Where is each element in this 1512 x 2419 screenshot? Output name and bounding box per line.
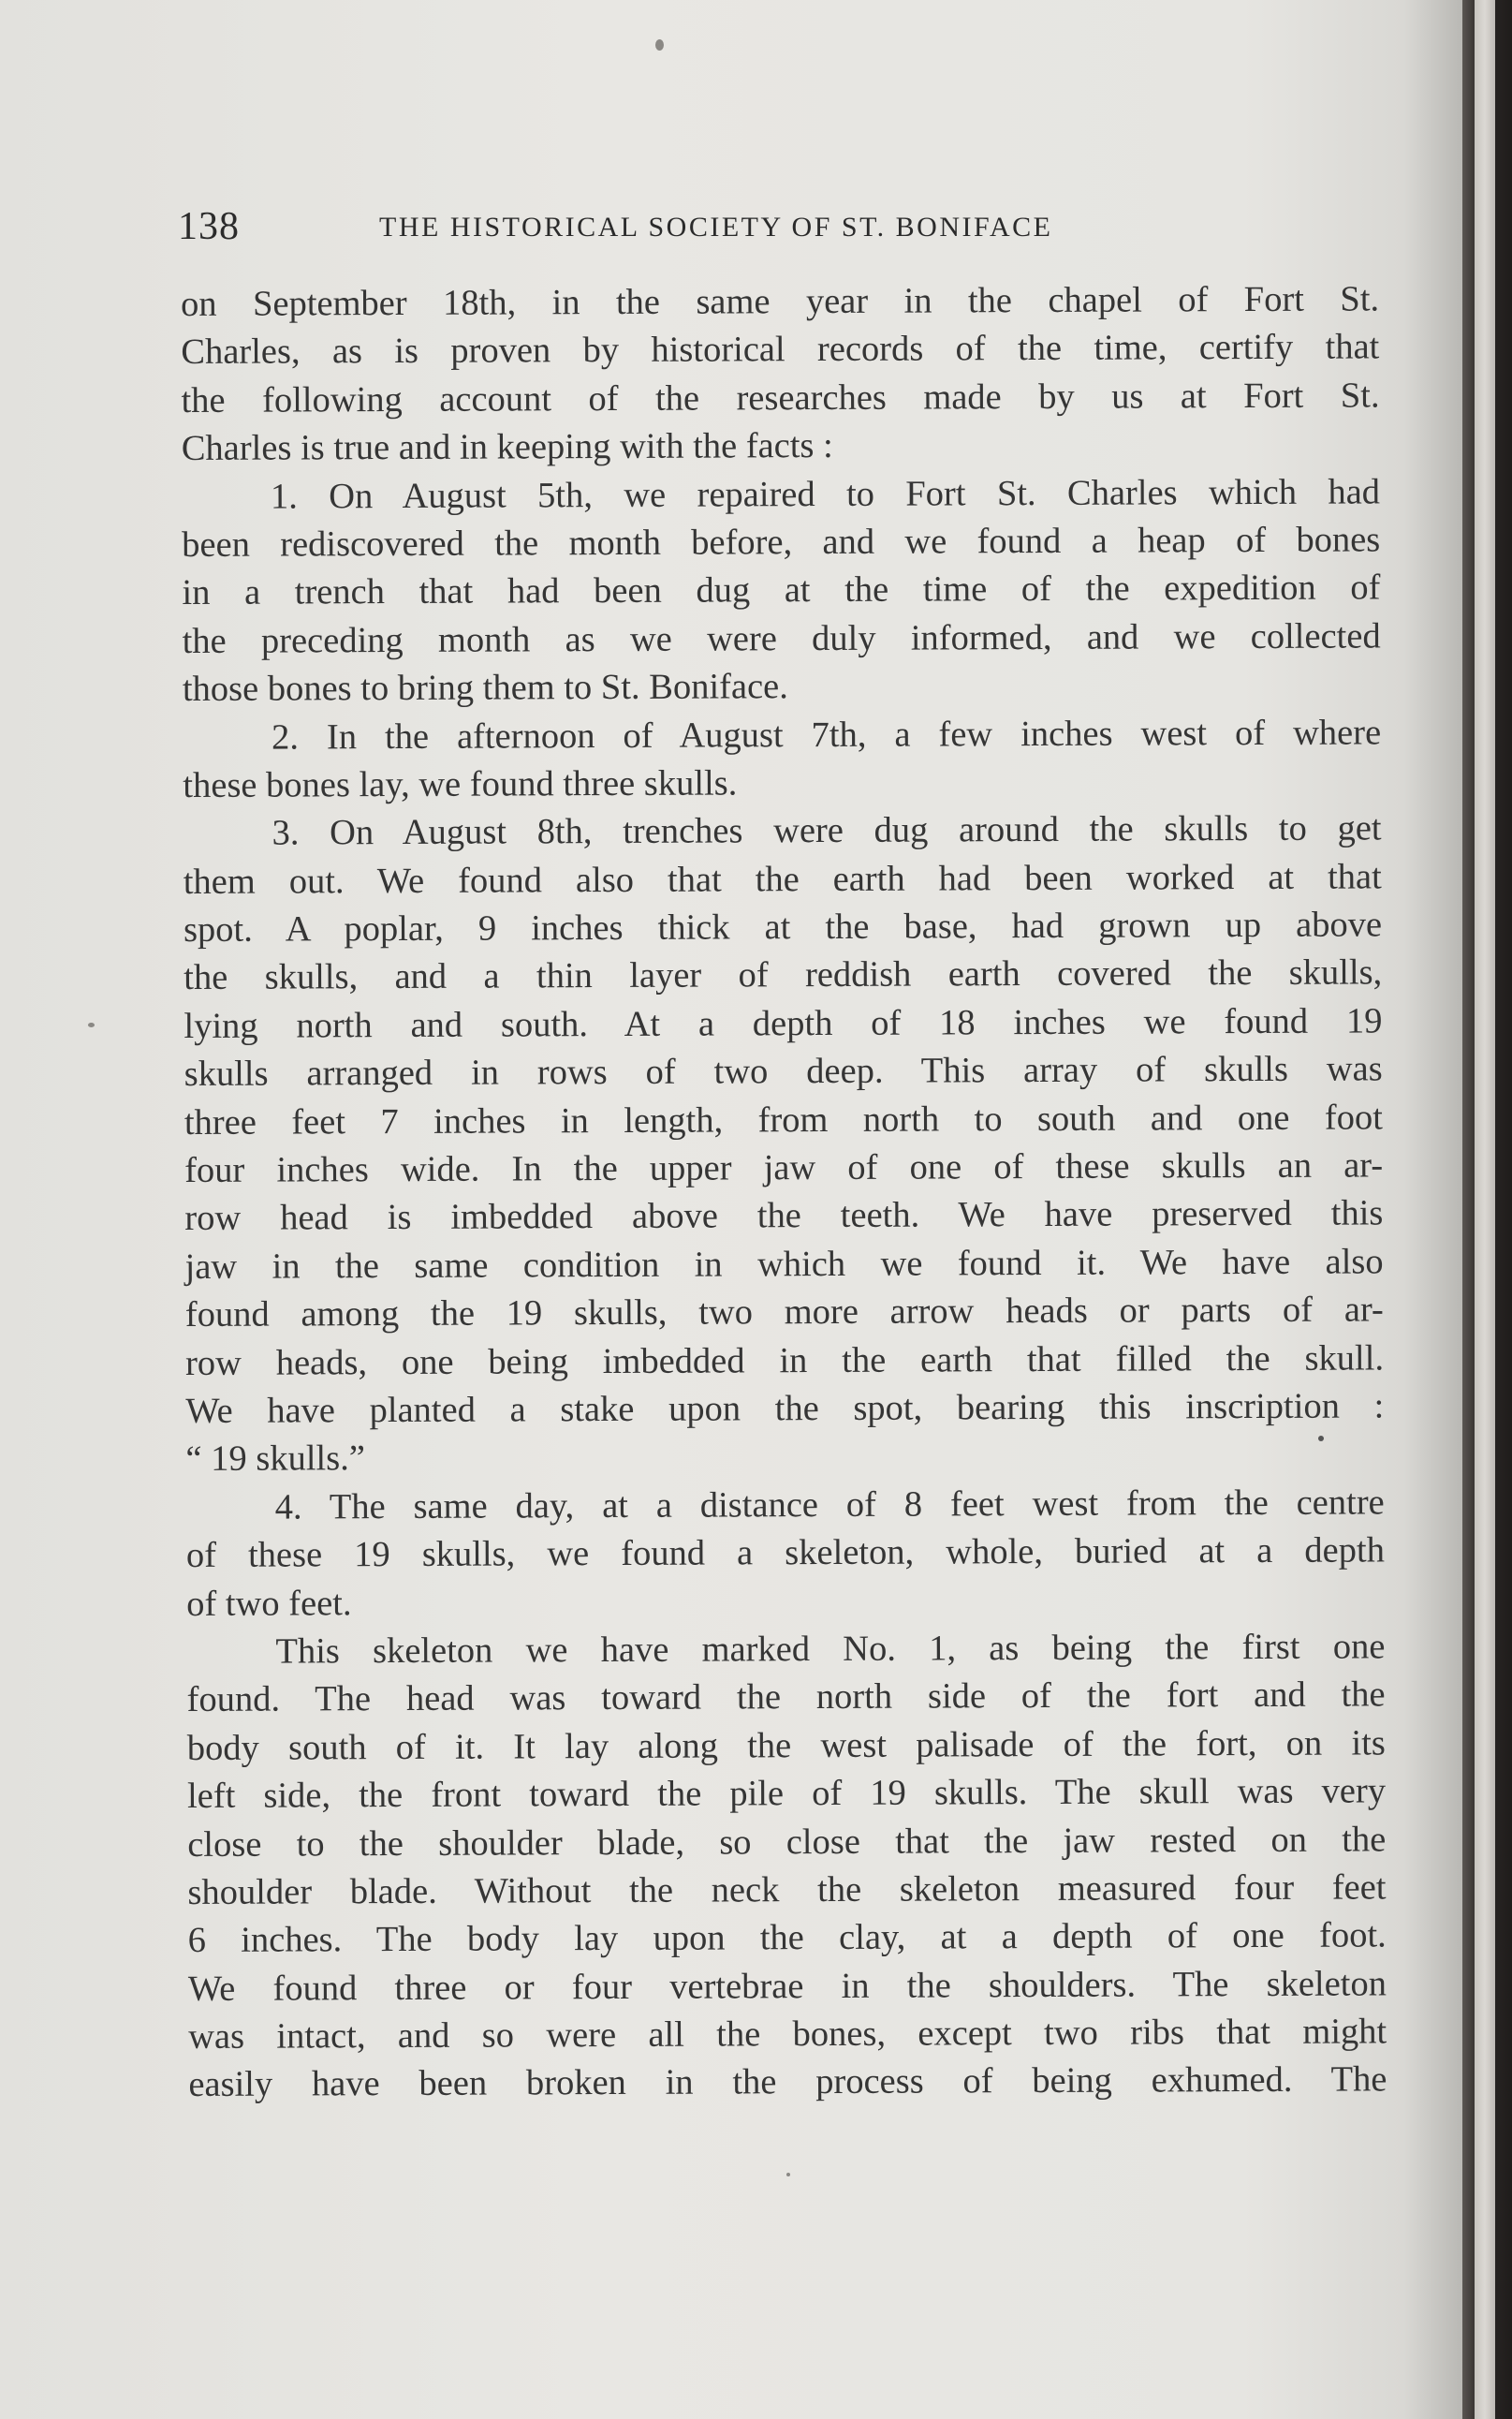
next-page-edge (1475, 0, 1495, 2419)
text-line: lying north and south. At a depth of 18 inches we found 19 (183, 1001, 1383, 1046)
running-head: THE HISTORICAL SOCIETY OF ST. BONIFACE (379, 212, 1053, 243)
text-line: We found three or four vertebrae in the shoulders. The skeleton (187, 1964, 1387, 2009)
text-line: Charles, as is proven by historical records of the time, certify that (181, 327, 1380, 373)
text-line: row head is imbedded above the teeth. We have preserved this (184, 1193, 1384, 1239)
text-line: spot. A poplar, 9 inches thick at the base, had grown up above (183, 905, 1383, 951)
text-line: the preceding month as we were duly informed, and we collected (182, 616, 1381, 661)
text-line: jaw in the same condition in which we found it. We have also (184, 1242, 1384, 1287)
page-header (178, 204, 1170, 260)
text-line: these bones lay, we found three skulls. (183, 763, 738, 805)
text-line: found. The head was toward the north side of the fort and the (186, 1674, 1386, 1720)
text-line: been rediscovered the month before, and we found a heap of bones (182, 520, 1381, 565)
text-line: on September 18th, in the same year in the chapel of Fort St. (181, 279, 1380, 324)
text-line: Charles is true and in keeping with the facts : (181, 426, 833, 469)
text-line: body south of it. It lay along the west palisade of the fort, on its (186, 1723, 1386, 1768)
text-line: of two feet. (186, 1583, 352, 1624)
text-line: found among the 19 skulls, two more arrow heads or parts of ar- (184, 1290, 1384, 1335)
text-line: three feet 7 inches in length, from north to south and one foot (183, 1098, 1384, 1143)
text-line: of these 19 skulls, we found a skeleton, whole, buried at a depth (185, 1530, 1386, 1576)
paper-speck (655, 39, 664, 51)
text-line: row heads, one being imbedded in the earth that filled the skull. (184, 1337, 1385, 1383)
text-line: 2. In the afternoon of August 7th, a few inches west of where (272, 712, 1382, 758)
paper-speck (1318, 1436, 1324, 1441)
text-line: left side, the front toward the pile of 19 skulls. The skull was very (186, 1771, 1387, 1817)
text-line: 6 inches. The body lay upon the clay, at a depth of one foot. (187, 1915, 1387, 1961)
text-line: 3. On August 8th, trenches were dug around the skulls to get (272, 808, 1382, 853)
paper-speck (786, 2173, 790, 2176)
text-line: them out. We found also that the earth had been worked at that (183, 857, 1382, 902)
text-line: was intact, and so were all the bones, except two ribs that might (188, 2012, 1387, 2058)
text-line: in a trench that had been dug at the time of the expedition of (182, 568, 1381, 613)
text-line: the following account of the researches made by us at Fort St. (181, 376, 1380, 420)
text-line: four inches wide. In the upper jaw of one of these skulls an ar- (184, 1145, 1384, 1191)
text-line: We have planted a stake upon the spot, bearing this inscription : (185, 1386, 1385, 1431)
text-line: those bones to bring them to St. Boniface. (182, 667, 788, 710)
text-line: 4. The same day, at a distance of 8 feet west from the centre (274, 1482, 1385, 1527)
text-line: “ 19 skulls.” (185, 1438, 366, 1480)
text-line: This skeleton we have marked No. 1, as being the first one (275, 1627, 1386, 1672)
text-line: 1. On August 5th, we repaired to Fort St. Charles which had (270, 471, 1381, 517)
page-number: 138 (178, 205, 240, 248)
body-text (181, 275, 1387, 2109)
text-line: the skulls, and a thin layer of reddish earth covered the skulls, (183, 952, 1383, 998)
text-line: shoulder blade. Without the neck the skeleton measured four feet (187, 1867, 1387, 1912)
text-line: close to the shoulder blade, so close that the jaw rested on the (187, 1819, 1387, 1865)
text-line: skulls arranged in rows of two deep. This array of skulls was (183, 1049, 1383, 1095)
text-line: easily have been broken in the process of being exhumed. The (188, 2059, 1387, 2105)
paper-speck (88, 1023, 95, 1027)
